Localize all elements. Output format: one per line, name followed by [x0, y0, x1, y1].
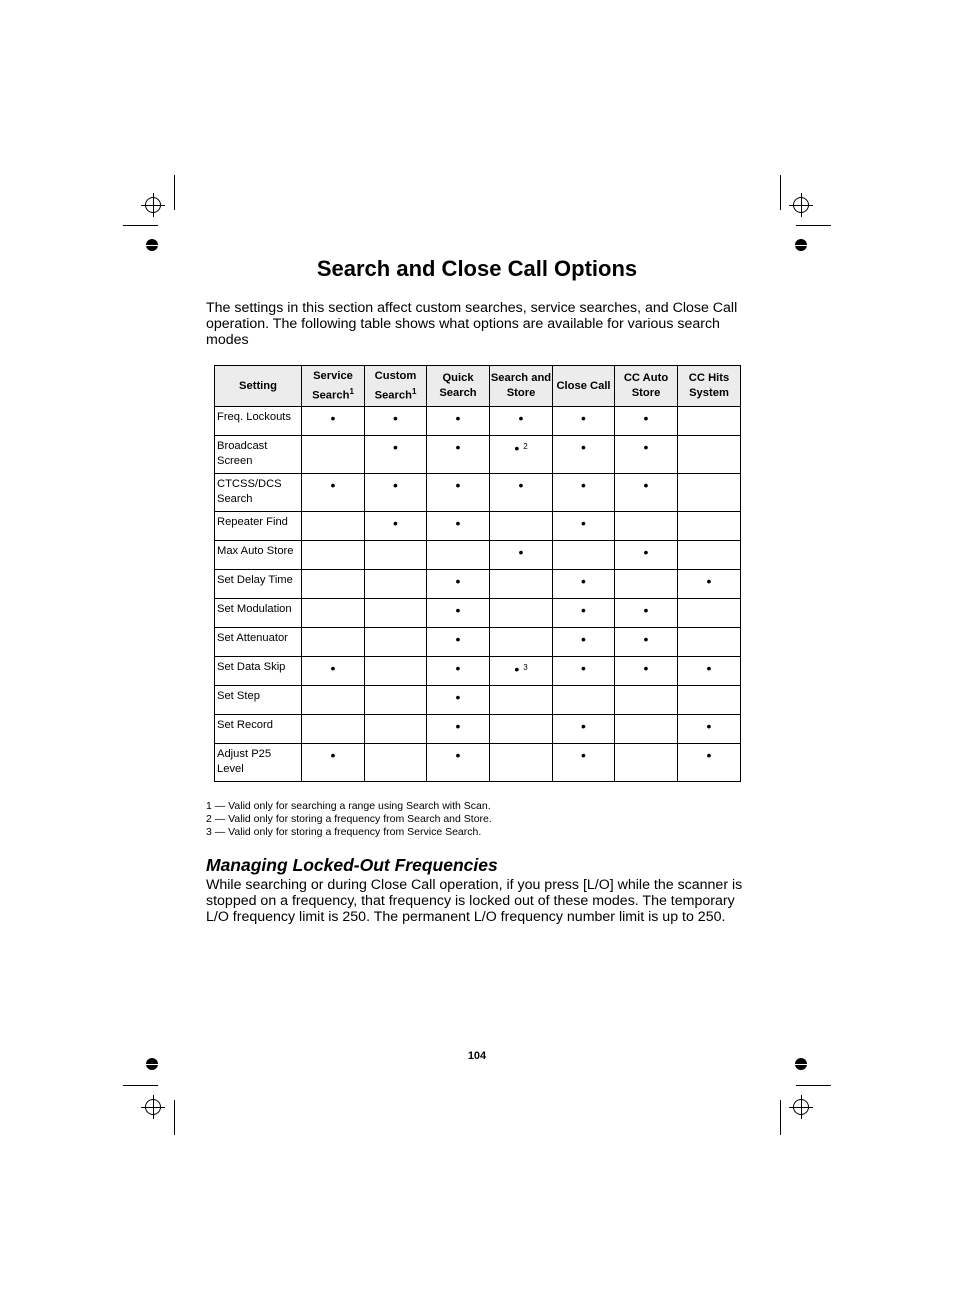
bullet-icon: • — [330, 477, 336, 493]
table-cell — [365, 657, 427, 686]
table-cell — [365, 407, 427, 436]
table-cell — [365, 628, 427, 657]
table-row — [215, 407, 741, 436]
bullet-icon: • — [455, 410, 461, 426]
table-cell — [302, 686, 365, 715]
bullet-icon: • — [581, 573, 586, 589]
setting-label: Set Data Skip — [215, 657, 302, 686]
table-cell — [427, 715, 490, 744]
table-cell — [615, 657, 678, 686]
bullet-icon: • — [330, 747, 336, 763]
table-cell — [302, 474, 365, 512]
bullet-icon: • — [581, 515, 586, 531]
table-row — [215, 628, 741, 657]
bullet-icon: • — [330, 660, 336, 676]
bullet-icon: • — [514, 440, 520, 456]
registration-dot-icon — [146, 239, 158, 251]
table-cell — [490, 512, 553, 541]
footnote: 3 — Valid only for storing a frequency from Service Search. — [206, 826, 482, 838]
registration-mark-icon — [145, 197, 161, 213]
table-cell — [302, 715, 365, 744]
table-row — [215, 474, 741, 512]
table-cell — [615, 474, 678, 512]
bullet-icon: • — [455, 689, 461, 705]
crop-mark — [796, 1085, 831, 1086]
column-header — [215, 366, 302, 407]
bullet-icon: • — [706, 718, 712, 734]
table-cell — [490, 407, 553, 436]
table-cell — [302, 744, 365, 782]
table-cell — [678, 628, 741, 657]
table-cell — [553, 474, 615, 512]
table-cell — [302, 541, 365, 570]
bullet-icon: • — [455, 660, 461, 676]
bullet-icon: • — [455, 602, 461, 618]
table-cell — [615, 407, 678, 436]
column-header-label: CC Auto Store — [623, 372, 669, 399]
bullet-icon: • — [455, 747, 461, 763]
table-cell — [365, 715, 427, 744]
table-row — [215, 686, 741, 715]
setting-label: CTCSS/DCS Search — [215, 474, 302, 512]
setting-label: Set Modulation — [215, 599, 302, 628]
setting-label: Set Record — [215, 715, 302, 744]
table-cell — [553, 541, 615, 570]
registration-mark-icon — [793, 197, 809, 213]
setting-label: Broadcast Screen — [215, 436, 302, 474]
table-cell — [615, 744, 678, 782]
table-row — [215, 570, 741, 599]
bullet-icon: • — [706, 747, 712, 763]
bullet-icon: • — [455, 573, 461, 589]
table-cell — [365, 541, 427, 570]
table-cell — [427, 570, 490, 599]
setting-label: Set Step — [215, 686, 302, 715]
table-cell — [427, 541, 490, 570]
page-number: 104 — [467, 1050, 487, 1062]
bullet-icon: • — [643, 631, 649, 647]
table-row — [215, 744, 741, 782]
crop-mark — [123, 1085, 158, 1086]
column-header — [365, 366, 427, 407]
table-cell — [302, 407, 365, 436]
table-cell — [615, 715, 678, 744]
table-cell — [678, 657, 741, 686]
table-cell — [427, 686, 490, 715]
table-cell — [553, 686, 615, 715]
bullet-icon: • — [393, 410, 398, 426]
table-cell — [302, 512, 365, 541]
bullet-icon: • — [581, 747, 586, 763]
column-header-label: Setting — [239, 379, 277, 392]
table-cell — [302, 657, 365, 686]
table-cell — [427, 628, 490, 657]
table-cell — [553, 715, 615, 744]
footnotes — [206, 800, 492, 839]
table-cell — [427, 474, 490, 512]
table-cell — [553, 599, 615, 628]
table-cell — [615, 541, 678, 570]
table-cell — [615, 512, 678, 541]
footnote-ref: 1 — [349, 386, 354, 396]
table-cell — [615, 599, 678, 628]
table-cell — [490, 628, 553, 657]
setting-label: Set Delay Time — [215, 570, 302, 599]
bullet-icon: • — [581, 602, 586, 618]
setting-label: Max Auto Store — [215, 541, 302, 570]
table-cell — [490, 686, 553, 715]
table-cell — [553, 570, 615, 599]
table-cell — [553, 436, 615, 474]
table-cell — [490, 436, 553, 474]
table-cell — [615, 686, 678, 715]
bullet-icon: • — [581, 631, 586, 647]
setting-label: Freq. Lockouts — [215, 407, 302, 436]
bullet-icon: • — [581, 439, 586, 455]
table-cell — [365, 686, 427, 715]
table-cell — [427, 512, 490, 541]
column-header — [302, 366, 365, 407]
bullet-icon: • — [393, 439, 398, 455]
bullet-icon: • — [643, 602, 649, 618]
bullet-icon: • — [518, 410, 524, 426]
table-cell — [553, 657, 615, 686]
footnote-ref: 3 — [523, 663, 528, 672]
footnote: 2 — Valid only for storing a frequency from Search and Store. — [206, 813, 492, 825]
table-row — [215, 512, 741, 541]
bullet-icon: • — [330, 410, 336, 426]
column-header-label: Close Call — [556, 379, 611, 392]
table-cell — [302, 599, 365, 628]
bullet-icon: • — [455, 439, 461, 455]
table-row — [215, 715, 741, 744]
setting-label: Set Attenuator — [215, 628, 302, 657]
table-row — [215, 657, 741, 686]
column-header-label: Custom Search — [374, 369, 417, 402]
table-cell — [678, 715, 741, 744]
bullet-icon: • — [455, 718, 461, 734]
column-header-label: Search and Store — [490, 372, 552, 399]
bullet-icon: • — [581, 410, 586, 426]
crop-mark — [123, 225, 158, 226]
table-cell — [553, 744, 615, 782]
column-header — [490, 366, 553, 407]
column-header-label: Service Search — [312, 369, 353, 402]
table-cell — [365, 570, 427, 599]
table-cell — [678, 541, 741, 570]
crop-mark — [174, 175, 175, 210]
table-cell — [427, 657, 490, 686]
page-title: Search and Close Call Options — [316, 256, 638, 281]
bullet-icon: • — [581, 477, 586, 493]
bullet-icon: • — [581, 660, 586, 676]
table-cell — [553, 407, 615, 436]
table-cell — [302, 570, 365, 599]
table-cell — [615, 570, 678, 599]
column-header — [553, 366, 615, 407]
bullet-icon: • — [393, 515, 398, 531]
setting-label: Adjust P25 Level — [215, 744, 302, 782]
table-cell — [365, 436, 427, 474]
bullet-icon: • — [455, 477, 461, 493]
table-row — [215, 599, 741, 628]
table-header-row — [215, 366, 741, 407]
table-cell — [365, 744, 427, 782]
crop-mark — [780, 1100, 781, 1135]
table-cell — [427, 744, 490, 782]
bullet-icon: • — [514, 661, 520, 677]
table-cell — [678, 570, 741, 599]
table-cell — [490, 744, 553, 782]
table-cell — [553, 628, 615, 657]
bullet-icon: • — [643, 410, 649, 426]
table-row — [215, 436, 741, 474]
bullet-icon: • — [581, 718, 586, 734]
column-header-label: CC Hits System — [688, 372, 730, 399]
bullet-icon: • — [706, 660, 712, 676]
footnote-ref: 1 — [411, 386, 417, 396]
setting-label: Repeater Find — [215, 512, 302, 541]
column-header — [678, 366, 741, 407]
section-body: While searching or during Close Call operation, if you press [L/O] while the scanner is stopped on a frequency, that frequency is locked out of these modes. The temporary L/O frequency limit is 250. The permanent L/O frequency number limit is up to 250. — [206, 877, 743, 925]
table-cell — [678, 407, 741, 436]
table-cell — [615, 628, 678, 657]
table-cell — [678, 599, 741, 628]
registration-mark-icon — [793, 1099, 809, 1115]
bullet-icon: • — [518, 544, 524, 560]
table-cell — [678, 436, 741, 474]
table-cell — [365, 474, 427, 512]
crop-mark — [780, 175, 781, 210]
bullet-icon: • — [518, 477, 524, 493]
table-cell — [365, 599, 427, 628]
table-cell — [490, 570, 553, 599]
footnote: 1 — Valid only for searching a range using Search with Scan. — [206, 800, 491, 812]
options-table — [214, 365, 741, 782]
section-heading: Managing Locked-Out Frequencies — [206, 855, 498, 875]
bullet-icon: • — [643, 439, 649, 455]
table-body — [215, 407, 741, 782]
bullet-icon: • — [643, 477, 649, 493]
table-cell — [427, 436, 490, 474]
footnote-ref: 2 — [523, 442, 528, 451]
table-cell — [490, 657, 553, 686]
table-cell — [427, 407, 490, 436]
table-cell — [490, 474, 553, 512]
intro-paragraph: The settings in this section affect custom searches, service searches, and Close Call operation. The following table shows what options are available for various search modes — [206, 300, 738, 348]
bullet-icon: • — [455, 631, 461, 647]
table-cell — [365, 512, 427, 541]
table-cell — [678, 744, 741, 782]
column-header — [615, 366, 678, 407]
table-cell — [490, 599, 553, 628]
table-cell — [678, 512, 741, 541]
table-row — [215, 541, 741, 570]
table-cell — [678, 474, 741, 512]
table-cell — [427, 599, 490, 628]
table-cell — [490, 541, 553, 570]
crop-mark — [174, 1100, 175, 1135]
table-cell — [490, 715, 553, 744]
bullet-icon: • — [393, 477, 398, 493]
table-cell — [302, 628, 365, 657]
bullet-icon: • — [643, 660, 649, 676]
table-cell — [615, 436, 678, 474]
registration-dot-icon — [795, 239, 807, 251]
table-cell — [302, 436, 365, 474]
registration-mark-icon — [145, 1099, 161, 1115]
bullet-icon: • — [643, 544, 649, 560]
table-cell — [553, 512, 615, 541]
table-cell — [678, 686, 741, 715]
crop-mark — [796, 225, 831, 226]
column-header-label: Quick Search — [439, 372, 477, 399]
column-header — [427, 366, 490, 407]
bullet-icon: • — [706, 573, 712, 589]
bullet-icon: • — [455, 515, 461, 531]
